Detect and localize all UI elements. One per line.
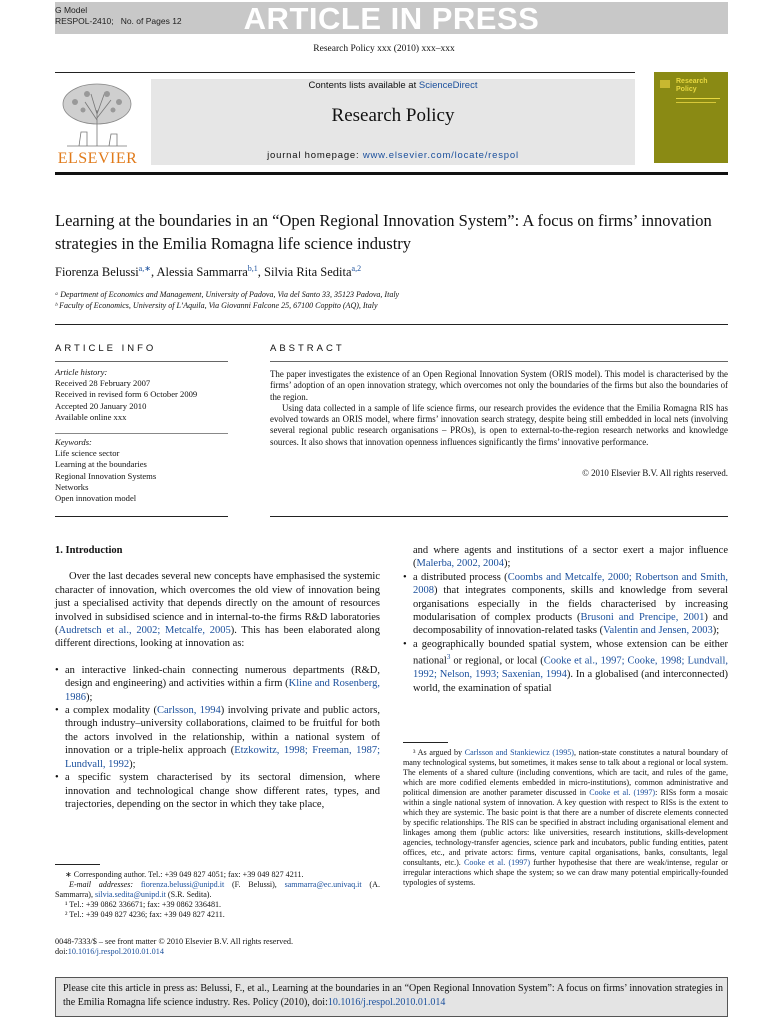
abstract-copyright: © 2010 Elsevier B.V. All rights reserved.	[582, 468, 728, 478]
cover-title: Research Policy	[676, 78, 708, 93]
intro-paragraph: Over the last decades several new concepts have emphasised the systemic character of innovation, which overcomes the old view of innovation being just a specialised activity that depends directly on the amount of resources involved in subsidised science and in internal-to-the firms R&D laboratories (Audretsch et al., 2002; Metcalfe, 2005). This has been elaborated along different directions, looking at innovation as:	[55, 571, 380, 650]
corresponding-author-note: ∗ Corresponding author. Tel.: +39 049 827 4051; fax: +39 049 827 4211.	[65, 870, 304, 879]
email-link[interactable]: sammarra@ec.univaq.it	[284, 880, 362, 889]
keywords	[55, 437, 230, 504]
journal-homepage	[151, 150, 635, 161]
affiliation: ᵃ Department of Economics and Management, University of Padova, Via del Santo 33, 35123 Padova, Italy	[55, 290, 400, 299]
journal-cover-image	[654, 72, 728, 163]
history-label: Article history:	[55, 367, 108, 377]
keyword: Open innovation model	[55, 493, 137, 504]
doi-link[interactable]: 10.1016/j.respol.2010.01.014	[67, 947, 164, 956]
citation-link[interactable]: Kline and Rosenberg, 1986	[65, 678, 380, 703]
journal-name: Research Policy	[331, 105, 455, 126]
intro-right-column	[403, 544, 728, 695]
keywords-rule	[55, 433, 228, 434]
contents-prefix: Contents lists available at	[308, 80, 419, 91]
author-affil-marker[interactable]: a,∗	[138, 264, 151, 273]
author-footnotes	[55, 870, 380, 920]
author-affil-marker[interactable]: a,2	[351, 264, 362, 273]
innovation-list	[55, 664, 380, 811]
title-rule	[55, 324, 728, 325]
list-item: • a geographically bounded spatial system, whose extension can be either national$^3$ or regional, or local (Cooke et al., 1997; Cooke, 1998; Lundvall, 1992; Nelson, 1993; Saxenian, 1994). In a globalised (and interconnected) world, the examination of spatial	[403, 638, 728, 695]
journal-reference: Research Policy xxx (2010) xxx–xxx	[313, 44, 455, 54]
citation-link[interactable]: Brusoni and Prencipe, 2001	[580, 612, 705, 624]
homepage-link[interactable]: www.elsevier.com/locate/respol	[362, 150, 519, 161]
author-affil-marker[interactable]: b,1	[247, 264, 258, 273]
footnote-rule	[403, 742, 448, 743]
list-item-continuation: and where agents and institutions of a sector exert a major influence (Malerba, 2002, 2004);	[413, 545, 728, 570]
article-history	[55, 367, 230, 423]
author-name: Fiorenza Belussi	[55, 265, 139, 280]
history-item: Accepted 20 January 2010	[55, 400, 147, 411]
keyword: Life science sector	[55, 448, 120, 459]
footnote-marker[interactable]: 3	[446, 653, 451, 662]
article-title: Learning at the boundaries in an “Open Regional Innovation System”: A focus on firms’ innovation strategies in the Emilia Romagna life science industry	[55, 211, 712, 253]
article-info-heading: ARTICLE INFO	[55, 343, 157, 354]
abstract-body	[270, 369, 728, 448]
sciencedirect-link[interactable]: ScienceDirect	[418, 80, 478, 91]
footnote: ¹ Tel.: +39 0862 336671; fax: +39 0862 336481.	[65, 900, 222, 909]
innovation-list-cont	[403, 571, 728, 695]
citation-link[interactable]: Carlsson and Stankiewicz (1995)	[464, 748, 575, 757]
citation-link[interactable]: Etzkowitz, 1998; Freeman, 1987; Lundvall, 1992	[65, 745, 380, 770]
history-item: Received in revised form 6 October 2009	[55, 389, 198, 400]
abstract-paragraph: Using data collected in a sample of life science firms, our research provides the evidence that the Emilia Romagna RIS has evolved towards an ORIS model, where firms’ innovation search strategy, despite being still embedded in local nets (involving several regional public research organisations – PROs), is open to external-to-the-region research networks and knowledge sources. It also shows that innovation openness influences significantly the firms’ innovative performance.	[270, 402, 728, 447]
issn-line: 0048-7333/$ – see front matter © 2010 Elsevier B.V. All rights reserved.	[55, 937, 294, 946]
email-link[interactable]: silvia.sedita@unipd.it	[95, 890, 166, 899]
keyword: Learning at the boundaries	[55, 459, 147, 470]
list-item: • a distributed process (Coombs and Metcalfe, 2000; Robertson and Smith, 2008) that integrates components, skills and knowledge from several organisations especially in the fields characterised by increasing modularisation of complex products (Brusoni and Prencipe, 2001) and decomposability of innovation-related tasks (Valentin and Jensen, 2003);	[403, 571, 728, 638]
publisher-wordmark: ELSEVIER	[57, 150, 138, 167]
abstract-rule	[270, 361, 728, 362]
citation-text: Please cite this article in press as: Belussi, F., et al., Learning at the boundaries in an “Open Regional Innovation System”: A focus on firms’ innovation strategies in the Emilia Romagna life science industry. Res. Policy (2010), doi:10.1016/j.respol.2010.01.014	[63, 983, 723, 1008]
manuscript-meta	[55, 5, 182, 27]
contents-line	[151, 80, 635, 91]
email-link[interactable]: fiorenza.belussi@unipd.it	[140, 880, 225, 889]
keyword: Networks	[55, 481, 89, 492]
article-in-press-watermark: ARTICLE IN PRESS	[243, 1, 540, 36]
manuscript-ref: RESPOL-2410;	[55, 16, 114, 26]
doi-link[interactable]: 10.1016/j.respol.2010.01.014	[327, 996, 446, 1008]
footnote-3: ³ As argued by Carlsson and Stankiewicz (1995), nation-state constitutes a natural boundary of many technological systems, but sometimes, it makes sense to talk about a regional or local system. The elements of a shared culture (including conventions, which are tacit, and rules of the game, which are more codified elements embedded in micro-institutions), common administrative and political dimension are another parameter discussed in Cooke et al. (1997): RISs form a mosaic within a single national system of innovation. A key question with respect to RISs is the extent to which they are systemic. The basic point is that there are a number of discrete elements connected by specific relationships. The RIS can be specified in abstract including organisational element and linkages among them (public actors: like universities, research institutions, skills-development agencies, technology-transfer agencies, science park and incubators, public funding entities, patent offices, etc., and private actors: firms, venture capital organisations, banks, consultants, legal consultants, etc.). Cooke et al. (1997) further hypothesise that there are weak/intense, regular or irregular interactions which shape the system; so we can draw many potential empirically-founded typologies of systems.	[403, 748, 728, 887]
citation-link[interactable]: Cooke et al. (1997)	[589, 788, 656, 797]
page-count: No. of Pages 12	[120, 16, 182, 26]
keyword: Regional Innovation Systems	[55, 470, 157, 481]
email-note: E-mail addresses: fiorenza.belussi@unipd.it (F. Belussi), sammarra@ec.univaq.it (A. Sammarra), silvia.sedita@unipd.it (S.R. Sedita).	[55, 880, 380, 899]
list-item: • a complex modality (Carlsson, 1994) involving private and public actors, through industry–university collaborations, claimed to be fruitful for both the actors involved in the relationship, within a national system of innovation or a triple-helix approach (Etzkowitz, 1998; Freeman, 1987; Lundvall, 1992);	[55, 704, 380, 771]
abstract-paragraph: The paper investigates the existence of an Open Regional Innovation System (ORIS model). This model is characterised by the firms’ adoption of an open innovation strategy, which overcomes not only the boundaries of the firms but also the boundaries of the region.	[270, 369, 728, 402]
citation-link[interactable]: Malerba, 2002, 2004	[416, 558, 504, 570]
front-matter	[55, 937, 380, 957]
citation-link[interactable]: Cooke et al., 1997; Cooke, 1998; Lundvall, 1992; Nelson, 1993; Saxenian, 1994	[413, 655, 729, 681]
gmodel-label: G Model	[55, 5, 88, 15]
history-item: Received 28 February 2007	[55, 378, 151, 389]
doi-line: doi:10.1016/j.respol.2010.01.014	[55, 947, 164, 956]
intro-left-column	[55, 544, 380, 811]
citation-link[interactable]: Audretsch et al., 2002; Metcalfe, 2005	[58, 625, 231, 637]
citation-link[interactable]: Carlsson, 1994	[156, 705, 221, 717]
abstract-heading: ABSTRACT	[270, 343, 345, 354]
author-name: Alessia Sammarra	[156, 265, 248, 280]
section-heading: 1. Introduction	[55, 545, 123, 556]
list-item: • an interactive linked-chain connecting numerous departments (R&D, design and engineering) and activities within a firm (Kline and Rosenberg, 1986);	[55, 664, 380, 704]
footnote: ² Tel.: +39 049 827 4236; fax: +39 049 827 4211.	[65, 910, 225, 919]
author-list: Fiorenza Belussi$^{a,∗}$, Alessia Sammarra$^{b,1}$, Silvia Rita Sedita$^{a,2}$	[55, 264, 362, 280]
elsevier-tree-logo	[57, 80, 137, 148]
footnote-rule	[55, 864, 100, 865]
citation-link[interactable]: Coombs and Metcalfe, 2000; Robertson and Smith, 2008	[413, 571, 728, 597]
info-rule	[55, 361, 228, 362]
keywords-label: Keywords:	[55, 437, 92, 447]
affiliation: ᵇ Faculty of Economics, University of L’Aquila, Via Giovanni Falcone 25, 67100 Coppito (AQ), Italy	[55, 301, 378, 310]
info-bottom-rule	[55, 516, 228, 517]
header-bottom-rule	[55, 172, 728, 175]
history-item: Available online xxx	[55, 411, 127, 422]
abstract-bottom-rule	[270, 516, 728, 517]
homepage-prefix: journal homepage:	[267, 150, 363, 161]
citation-link[interactable]: Cooke et al. (1997)	[464, 858, 531, 867]
header-top-rule	[55, 72, 635, 73]
list-item: • a specific system characterised by its sectoral dimension, where innovation and technological change show different rates, types, and trajectories, depending on the sector in which they take place,	[55, 771, 380, 811]
citation-link[interactable]: Valentin and Jensen, 2003	[603, 625, 713, 637]
author-name: Silvia Rita Sedita	[264, 265, 352, 280]
